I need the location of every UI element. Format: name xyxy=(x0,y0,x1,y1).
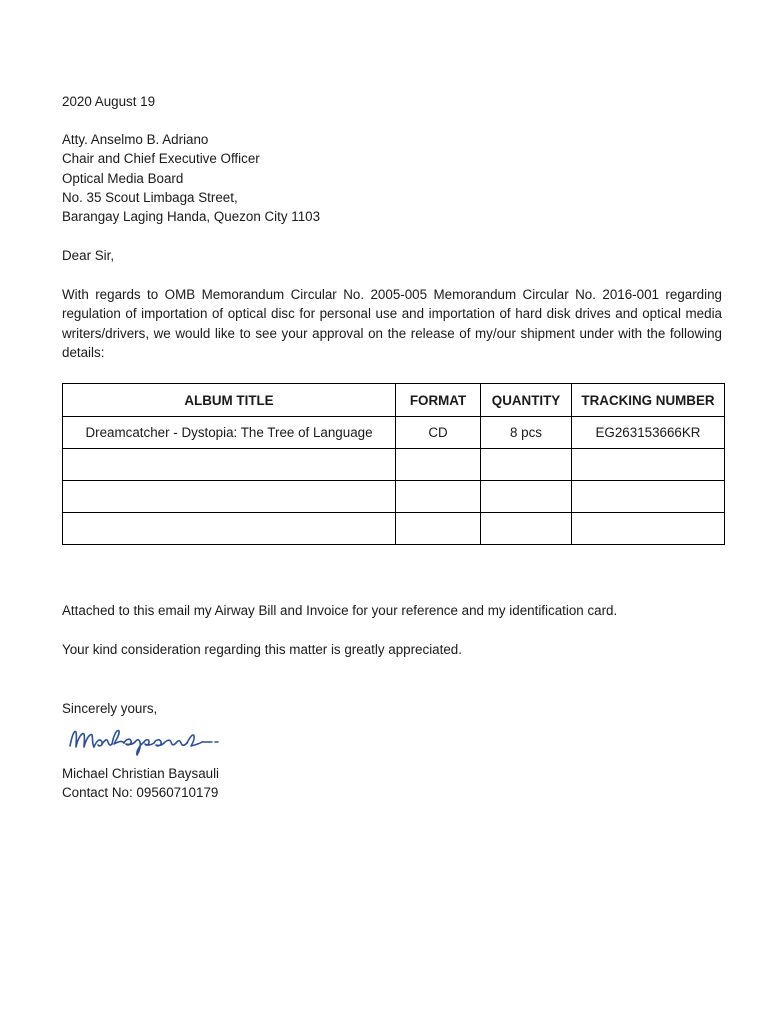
header-tracking-number: TRACKING NUMBER xyxy=(572,384,725,417)
table-row xyxy=(63,513,725,545)
cell-album-title xyxy=(63,481,396,513)
recipient-organization: Optical Media Board xyxy=(62,171,184,186)
attachment-note: Attached to this email my Airway Bill and Invoice for your reference and my identification card. xyxy=(62,603,618,618)
table-row xyxy=(63,481,725,513)
cell-tracking-number xyxy=(572,449,725,481)
cell-album-title xyxy=(63,513,396,545)
cell-tracking-number xyxy=(572,513,725,545)
cell-quantity xyxy=(481,481,572,513)
recipient-title: Chair and Chief Executive Officer xyxy=(62,151,260,166)
header-quantity: QUANTITY xyxy=(481,384,572,417)
closing: Sincerely yours, xyxy=(62,701,158,716)
letter-date: 2020 August 19 xyxy=(62,94,156,109)
shipment-table xyxy=(62,383,725,545)
cell-format xyxy=(396,449,481,481)
appreciation-note: Your kind consideration regarding this matter is greatly appreciated. xyxy=(62,642,462,657)
table-row xyxy=(63,417,725,449)
cell-tracking-number xyxy=(572,481,725,513)
sender-contact: Contact No: 09560710179 xyxy=(62,785,219,800)
cell-format xyxy=(396,513,481,545)
cell-album-title: Dreamcatcher - Dystopia: The Tree of Language xyxy=(63,417,396,449)
cell-quantity xyxy=(481,513,572,545)
header-format: FORMAT xyxy=(396,384,481,417)
table-row xyxy=(63,449,725,481)
cell-quantity xyxy=(481,449,572,481)
cell-format: CD xyxy=(396,417,481,449)
cell-format xyxy=(396,481,481,513)
cell-album-title xyxy=(63,449,396,481)
table-header-row xyxy=(63,384,725,417)
cell-quantity: 8 pcs xyxy=(481,417,572,449)
recipient-address-line1: No. 35 Scout Limbaga Street, xyxy=(62,190,238,205)
cell-tracking-number: EG263153666KR xyxy=(572,417,725,449)
recipient-name: Atty. Anselmo B. Adriano xyxy=(62,132,209,147)
sender-name: Michael Christian Baysauli xyxy=(62,766,220,781)
handwritten-signature xyxy=(64,720,254,760)
salutation: Dear Sir, xyxy=(62,248,115,263)
recipient-address-line2: Barangay Laging Handa, Quezon City 1103 xyxy=(62,209,321,224)
body-paragraph: With regards to OMB Memorandum Circular No. 2005-005 Memorandum Circular No. 2016-001 regarding regulation of importation of optical disc for personal use and importation of hard disk drives and optical media writers/drivers, we would like to see your approval on the release of my/our shipment under with the following details: xyxy=(62,287,722,360)
header-album-title: ALBUM TITLE xyxy=(63,384,396,417)
